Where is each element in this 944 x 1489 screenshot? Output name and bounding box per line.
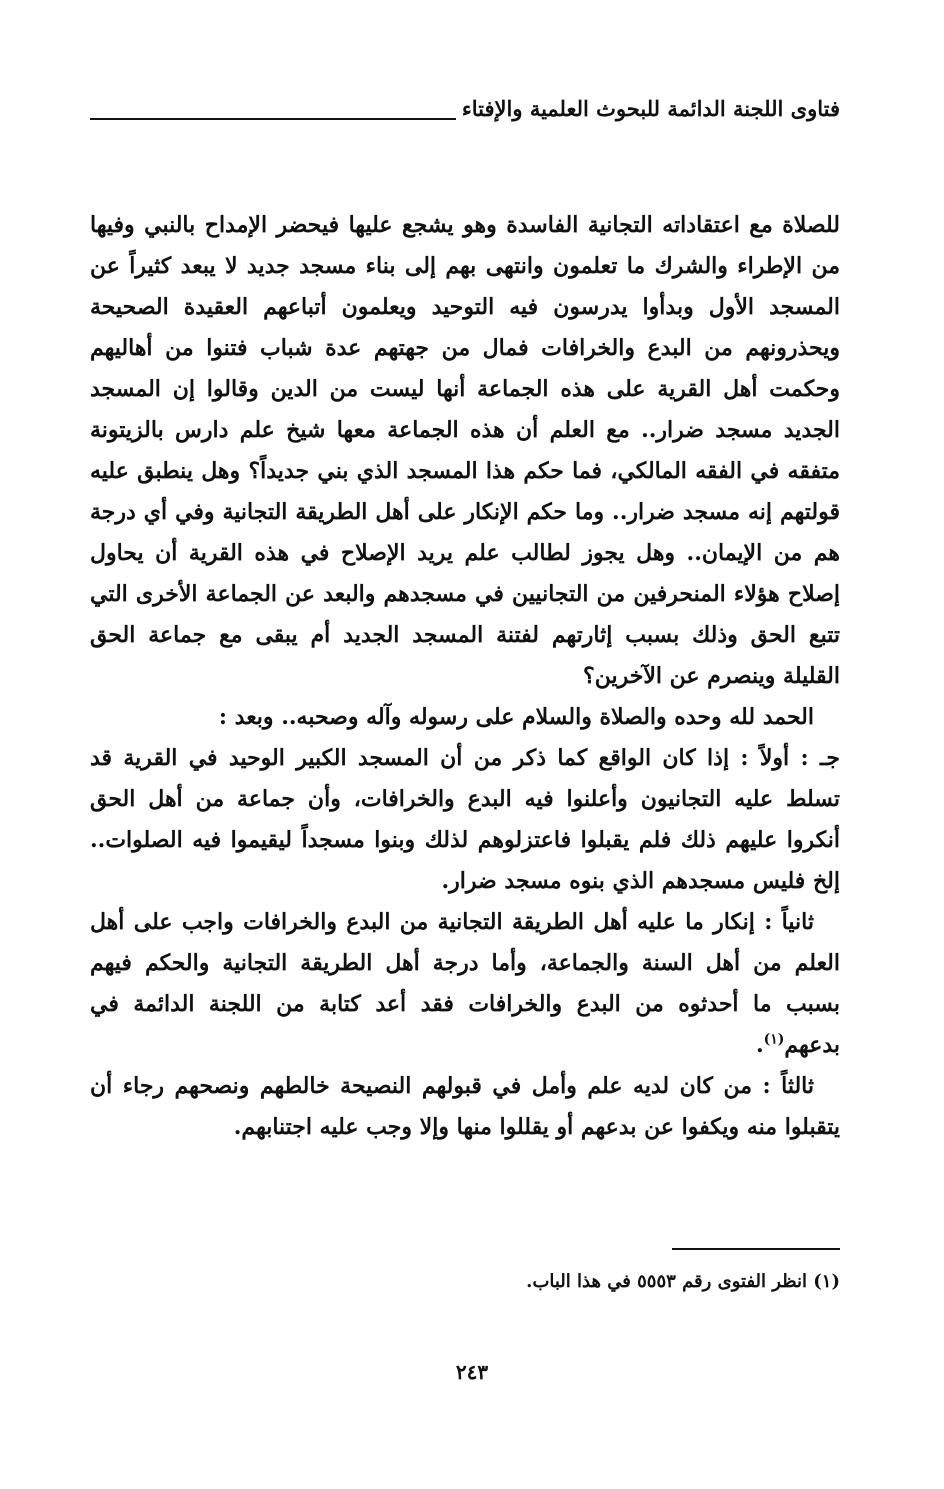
point-second-end: .: [755, 1032, 764, 1058]
running-header: [90, 90, 840, 126]
point-second-lead: ثانياً :: [764, 909, 814, 935]
footnote: (١) انظر الفتوى رقم ٥٥٥٣ في هذا الباب.: [526, 1271, 840, 1292]
question-paragraph: للصلاة مع اعتقاداته التجانية الفاسدة وهو يشجع عليها فيحضر الإمداح بالنبي وفيها من الإطراء والشرك ما تعلمون وانتهى بهم إلى بناء مسجد جديد لا يبعد كثيراً عن المسجد الأول وبدأوا يدرسون فيه التوحيد ويعلمون أتباعهم العقيدة الصحيحة ويحذرونهم من البدع والخرافات فمال من جهتهم عدة شباب فتنوا من أهاليهم وحكمت أهل القرية على هذه الجماعة أنها ليست من الدين وقالوا إن المسجد الجديد مسجد ضرار.. مع العلم أن هذه الجماعة معها شيخ علم دارس بالزيتونة متفقه في الفقه المالكي، فما حكم هذا المسجد الذي بني جديداً؟ وهل ينطبق عليه قولتهم إنه مسجد ضرار.. وما حكم الإنكار على أهل الطريقة التجانية وفي أي درجة هم من الإيمان.. وهل يجوز لطالب علم يريد الإصلاح في هذه القرية أن يحاول إصلاح هؤلاء المنحرفين من التجانيين في مسجدهم والبعد عن الجماعة الأخرى التي تتبع الحق وذلك بسبب إثارتهم لفتنة المسجد الجديد أم يبقى مع جماعة الحق القليلة وينصرم عن الآخرين؟: [90, 212, 840, 689]
page-number: ٢٤٣: [455, 1360, 489, 1384]
footnote-rule: [672, 1248, 840, 1250]
answer-point-second: [90, 902, 840, 1066]
answer-point-first: [90, 738, 840, 902]
header-rule: [90, 118, 456, 120]
point-third-lead: ثالثاً :: [762, 1073, 814, 1099]
footnote-reference: (١): [763, 1031, 785, 1048]
answer-point-third: [90, 1066, 840, 1148]
header-title: فتاوى اللجنة الدائمة للبحوث العلمية والإفتاء: [461, 95, 840, 121]
point-third-text: من كان لديه علم وأمل في قبولهم النصيحة خالطهم ونصحهم رجاء أن يتقبلوا منه ويكفوا عن بدعهم أو يقللوا منها وإلا وجب عليه اجتنابهم.: [90, 1073, 840, 1140]
answer-opening: الحمد لله وحده والصلاة والسلام على رسوله وآله وصحبه.. وبعد :: [218, 704, 814, 730]
main-text: [90, 205, 840, 1148]
point-first-text: إذا كان الواقع كما ذكر من أن المسجد الكبير الوحيد في القرية قد تسلط عليه التجانيون وأعلنوا فيه البدع والخرافات، وأن جماعة من أهل الحق أنكروا عليهم ذلك فلم يقبلوا فاعتزلوهم لذلك وبنوا مسجداً ليقيموا فيه الصلوات.. إلخ فليس مسجدهم الذي بنوه مسجد ضرار.: [90, 745, 840, 894]
point-second-text: إنكار ما عليه أهل الطريقة التجانية من البدع والخرافات واجب على أهل العلم من أهل السنة والجماعة، وأما درجة أهل الطريقة التجانية والحكم فيهم بسبب ما أحدثوه من البدع والخرافات فقد أعد كتابة من اللجنة الدائمة في بدعهم: [90, 909, 840, 1058]
point-first-lead: جـ : أولاً :: [740, 745, 840, 771]
